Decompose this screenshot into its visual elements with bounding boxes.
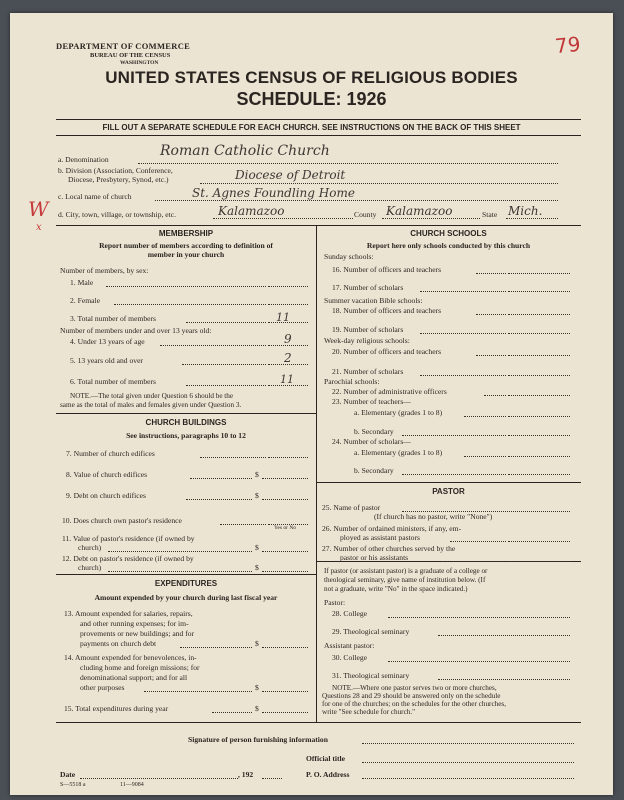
q28-field[interactable] (388, 617, 570, 618)
q11-field[interactable] (262, 551, 308, 552)
census-schedule-sheet (10, 13, 613, 795)
local-name-field[interactable] (155, 200, 558, 201)
q23b-label: b. Secondary (354, 427, 394, 436)
leader-dots (476, 355, 506, 356)
leader-dots (200, 457, 266, 458)
assistant-pastor-label: Assistant pastor: (324, 641, 375, 650)
washington-label: WASHINGTON (120, 60, 159, 66)
q5-over13-value: 2 (284, 351, 292, 365)
membership-note-2: same as the total of males and females given under Question 3. (60, 401, 242, 409)
parochial-schools-label: Parochial schools: (324, 377, 380, 386)
q27-label-1: 27. Number of other churches served by the (322, 544, 456, 553)
dollar-sign: $ (255, 683, 259, 692)
q13-field[interactable] (262, 647, 308, 648)
q19-field[interactable] (508, 333, 570, 334)
q28-label: 28. College (332, 609, 368, 618)
divider (316, 482, 581, 483)
leader-dots (180, 647, 252, 648)
q18-label: 18. Number of officers and teachers (332, 306, 442, 315)
leader-dots (160, 345, 266, 346)
leader-dots (108, 551, 252, 552)
q23a-label: a. Elementary (grades 1 to 8) (354, 408, 443, 417)
official-title-label: Official title (306, 754, 346, 763)
q25-label: 25. Name of pastor (322, 503, 381, 512)
date-field[interactable] (80, 778, 238, 779)
q16-label: 16. Number of officers and teachers (332, 265, 442, 274)
schools-title: CHURCH SCHOOLS (410, 229, 487, 238)
local-name-label: c. Local name of church (58, 192, 132, 201)
dollar-sign: $ (255, 704, 259, 713)
expenditures-title: EXPENDITURES (154, 579, 218, 588)
q30-field[interactable] (388, 661, 570, 662)
leader-dots (190, 478, 252, 479)
pastor-note-2: Questions 28 and 29 should be answered only on the schedule (322, 692, 501, 700)
leader-dots (420, 333, 506, 334)
bureau-name: BUREAU OF THE CENSUS (90, 52, 171, 59)
q14-line-2: cluding home and foreign missions; for (80, 663, 200, 672)
q23-label: 23. Number of teachers— (332, 397, 411, 406)
yes-no-hint: Yes or No (274, 525, 297, 531)
q30-label: 30. College (332, 653, 368, 662)
q26-field[interactable] (508, 541, 570, 542)
schedule-title: SCHEDULE: 1926 (236, 89, 387, 109)
q31-label: 31. Theological seminary (332, 671, 410, 680)
pastor-intro-2: theological seminary, give name of institution below. (If (324, 576, 486, 584)
divider (56, 119, 581, 120)
q1-male-field[interactable] (268, 286, 308, 287)
official-title-field[interactable] (362, 762, 574, 763)
leader-dots (450, 541, 506, 542)
q13-line-3: provements or new buildings; and for (80, 629, 195, 638)
leader-dots (402, 474, 506, 475)
pastor-intro-1: If pastor (or assistant pastor) is a graduate of a college or (324, 567, 488, 575)
margin-mark: W (28, 197, 49, 221)
leader-dots (212, 712, 252, 713)
buildings-title: CHURCH BUILDINGS (145, 418, 227, 427)
dollar-sign: $ (255, 491, 259, 500)
county-field[interactable] (382, 218, 480, 219)
q15-field[interactable] (262, 712, 308, 713)
leader-dots (420, 291, 506, 292)
q12-label-1: 12. Debt on pastor's residence (if owned by (62, 554, 194, 563)
q14-field[interactable] (262, 691, 308, 692)
print-code: 11—9084 (120, 782, 144, 788)
dollar-sign: $ (255, 639, 259, 648)
q11-label-2: church) (78, 543, 102, 552)
q24a-field[interactable] (508, 456, 570, 457)
leader-dots (186, 322, 266, 323)
instruction-line: FILL OUT A SEPARATE SCHEDULE FOR EACH CHURCH. SEE INSTRUCTIONS ON THE BACK OF THIS SHEET (102, 123, 521, 132)
q3-total-value: 11 (276, 311, 290, 324)
form-number: S—5518 a (60, 782, 86, 788)
leader-dots (144, 691, 252, 692)
signature-label: Signature of person furnishing information (188, 735, 328, 744)
q14-line-3: denominational support; and for all (80, 673, 188, 682)
membership-title: MEMBERSHIP (158, 229, 214, 238)
city-value: Kalamazoo (218, 204, 285, 218)
division-label-2: Diocese, Presbytery, Synod, etc.) (68, 175, 169, 184)
q4-under13-value: 9 (284, 332, 292, 346)
leader-dots (186, 385, 266, 386)
schools-sub: Report here only schools conducted by this church (366, 241, 531, 250)
state-label: State (482, 210, 498, 219)
membership-note-1: NOTE.—The total given under Question 6 should be the (70, 392, 234, 400)
q8-label: 8. Value of church edifices (66, 470, 148, 479)
po-address-field[interactable] (362, 778, 574, 779)
q17-label: 17. Number of scholars (332, 283, 404, 292)
q20-field[interactable] (508, 355, 570, 356)
pastor-label: Pastor: (324, 598, 346, 607)
leader-dots (442, 561, 506, 562)
q21-field[interactable] (508, 375, 570, 376)
membership-sub-2: member in your church (147, 250, 225, 259)
q18-field[interactable] (508, 314, 570, 315)
pastor-title: PASTOR (432, 487, 465, 496)
leader-dots (220, 524, 266, 525)
pastor-note-3: for one of the churches; on the schedules for the other churches, (322, 700, 507, 708)
q15-label: 15. Total expenditures during year (64, 704, 169, 713)
q2-female-field[interactable] (268, 304, 308, 305)
q23b-field[interactable] (508, 435, 570, 436)
q13-line-1: 13. Amount expended for salaries, repairs, (64, 609, 193, 618)
local-name-value: St. Agnes Foundling Home (192, 186, 355, 200)
department-name: DEPARTMENT OF COMMERCE (56, 41, 191, 51)
city-field[interactable] (213, 218, 353, 219)
q31-field[interactable] (438, 679, 570, 680)
leader-dots (484, 395, 506, 396)
q22-label: 22. Number of administrative officers (332, 387, 447, 396)
pastor-intro-3: not a graduate, write "No" in the space indicated.) (324, 585, 468, 593)
q14-line-1: 14. Amount expended for benevolences, in- (64, 653, 197, 662)
column-divider (316, 225, 317, 722)
county-value: Kalamazoo (386, 204, 453, 218)
dollar-sign: $ (255, 470, 259, 479)
state-value: Mich. (508, 204, 543, 218)
leader-dots (106, 286, 266, 287)
denomination-value: Roman Catholic Church (160, 143, 330, 159)
leader-dots (186, 499, 252, 500)
q5-over13-label: 5. 13 years old and over (70, 356, 143, 365)
leader-dots (476, 314, 506, 315)
leader-dots (402, 435, 506, 436)
sunday-schools-label: Sunday schools: (324, 252, 374, 261)
leader-dots (464, 456, 506, 457)
q4-under13-label: 4. Under 13 years of age (70, 337, 145, 346)
divider (56, 722, 581, 723)
denomination-label: a. Denomination (58, 155, 109, 164)
q26-label-2: ployed as assistant pastors (340, 533, 420, 542)
q26-label-1: 26. Number of ordained ministers, if any, em- (322, 524, 462, 533)
divider (56, 225, 581, 226)
q8-field[interactable] (262, 478, 308, 479)
leader-dots (476, 273, 506, 274)
q12-label-2: church) (78, 563, 102, 572)
county-label: County (354, 210, 377, 219)
leader-dots (420, 375, 506, 376)
q17-field[interactable] (508, 291, 570, 292)
po-address-label: P. O. Address (306, 770, 350, 779)
q7-label: 7. Number of church edifices (66, 449, 155, 458)
membership-sub-1: Report number of members according to definition of (99, 241, 273, 250)
leader-dots (464, 416, 506, 417)
q12-field[interactable] (262, 571, 308, 572)
q6-total-label: 6. Total number of members (70, 377, 157, 386)
denomination-field[interactable] (138, 163, 558, 164)
q24-label: 24. Number of scholars— (332, 437, 411, 446)
division-label-1: b. Division (Association, Conference, (58, 166, 173, 175)
q22-field[interactable] (508, 395, 570, 396)
division-value: Diocese of Detroit (235, 168, 346, 182)
pastor-note-4: write "See schedule for church." (322, 708, 416, 716)
q20-label: 20. Number of officers and teachers (332, 347, 442, 356)
city-label: d. City, town, village, or township, etc. (58, 210, 177, 219)
expenditures-sub: Amount expended by your church during last fiscal year (94, 593, 278, 602)
divider (56, 574, 316, 575)
q24b-label: b. Secondary (354, 466, 394, 475)
division-field[interactable] (200, 183, 558, 184)
year-label: , 192 (238, 770, 254, 779)
q19-label: 19. Number of scholars (332, 325, 404, 334)
q29-field[interactable] (438, 635, 570, 636)
q9-field[interactable] (262, 499, 308, 500)
leader-dots (182, 364, 266, 365)
members-by-sex-label: Number of members, by sex: (60, 266, 149, 275)
weekday-schools-label: Week-day religious schools: (324, 336, 410, 345)
state-field[interactable] (506, 218, 558, 219)
buildings-sub: See instructions, paragraphs 10 to 12 (126, 431, 246, 440)
q6-total-value: 11 (280, 373, 294, 386)
q27-label-2: pastor or his assistants (340, 553, 409, 562)
q24b-field[interactable] (508, 474, 570, 475)
q9-label: 9. Debt on church edifices (66, 491, 146, 500)
q14-line-4: other purposes (80, 683, 125, 692)
q29-label: 29. Theological seminary (332, 627, 410, 636)
summer-schools-label: Summer vacation Bible schools: (324, 296, 423, 305)
leader-dots (114, 304, 266, 305)
q21-label: 21. Number of scholars (332, 367, 404, 376)
q27-field[interactable] (508, 561, 570, 562)
leader-dots (108, 571, 252, 572)
dollar-sign: $ (255, 543, 259, 552)
q13-line-4: payments on church debt (80, 639, 157, 648)
q7-field[interactable] (268, 457, 308, 458)
q3-total-label: 3. Total number of members (70, 314, 157, 323)
form-title: UNITED STATES CENSUS OF RELIGIOUS BODIES (105, 68, 518, 87)
q25-sub: (If church has no pastor, write "None") (374, 512, 493, 521)
q2-female-label: 2. Female (70, 296, 100, 305)
pastor-note-1: NOTE.—Where one pastor serves two or more churches, (332, 684, 497, 692)
signature-field[interactable] (362, 743, 574, 744)
page-number: 79 (553, 31, 582, 59)
q13-line-2: and other running expenses; for im- (80, 619, 189, 628)
divider (56, 413, 316, 414)
q1-male-label: 1. Male (70, 278, 94, 287)
date-label: Date (60, 770, 76, 779)
divider (56, 135, 581, 136)
q10-label: 10. Does church own pastor's residence (62, 516, 182, 525)
q23a-field[interactable] (508, 416, 570, 417)
q24a-label: a. Elementary (grades 1 to 8) (354, 448, 443, 457)
margin-x: x (36, 222, 42, 233)
q16-field[interactable] (508, 273, 570, 274)
under-over-label: Number of members under and over 13 years old: (60, 326, 212, 335)
q11-label-1: 11. Value of pastor's residence (if owned by (62, 534, 195, 543)
dollar-sign: $ (255, 563, 259, 572)
year-field[interactable] (262, 778, 282, 779)
